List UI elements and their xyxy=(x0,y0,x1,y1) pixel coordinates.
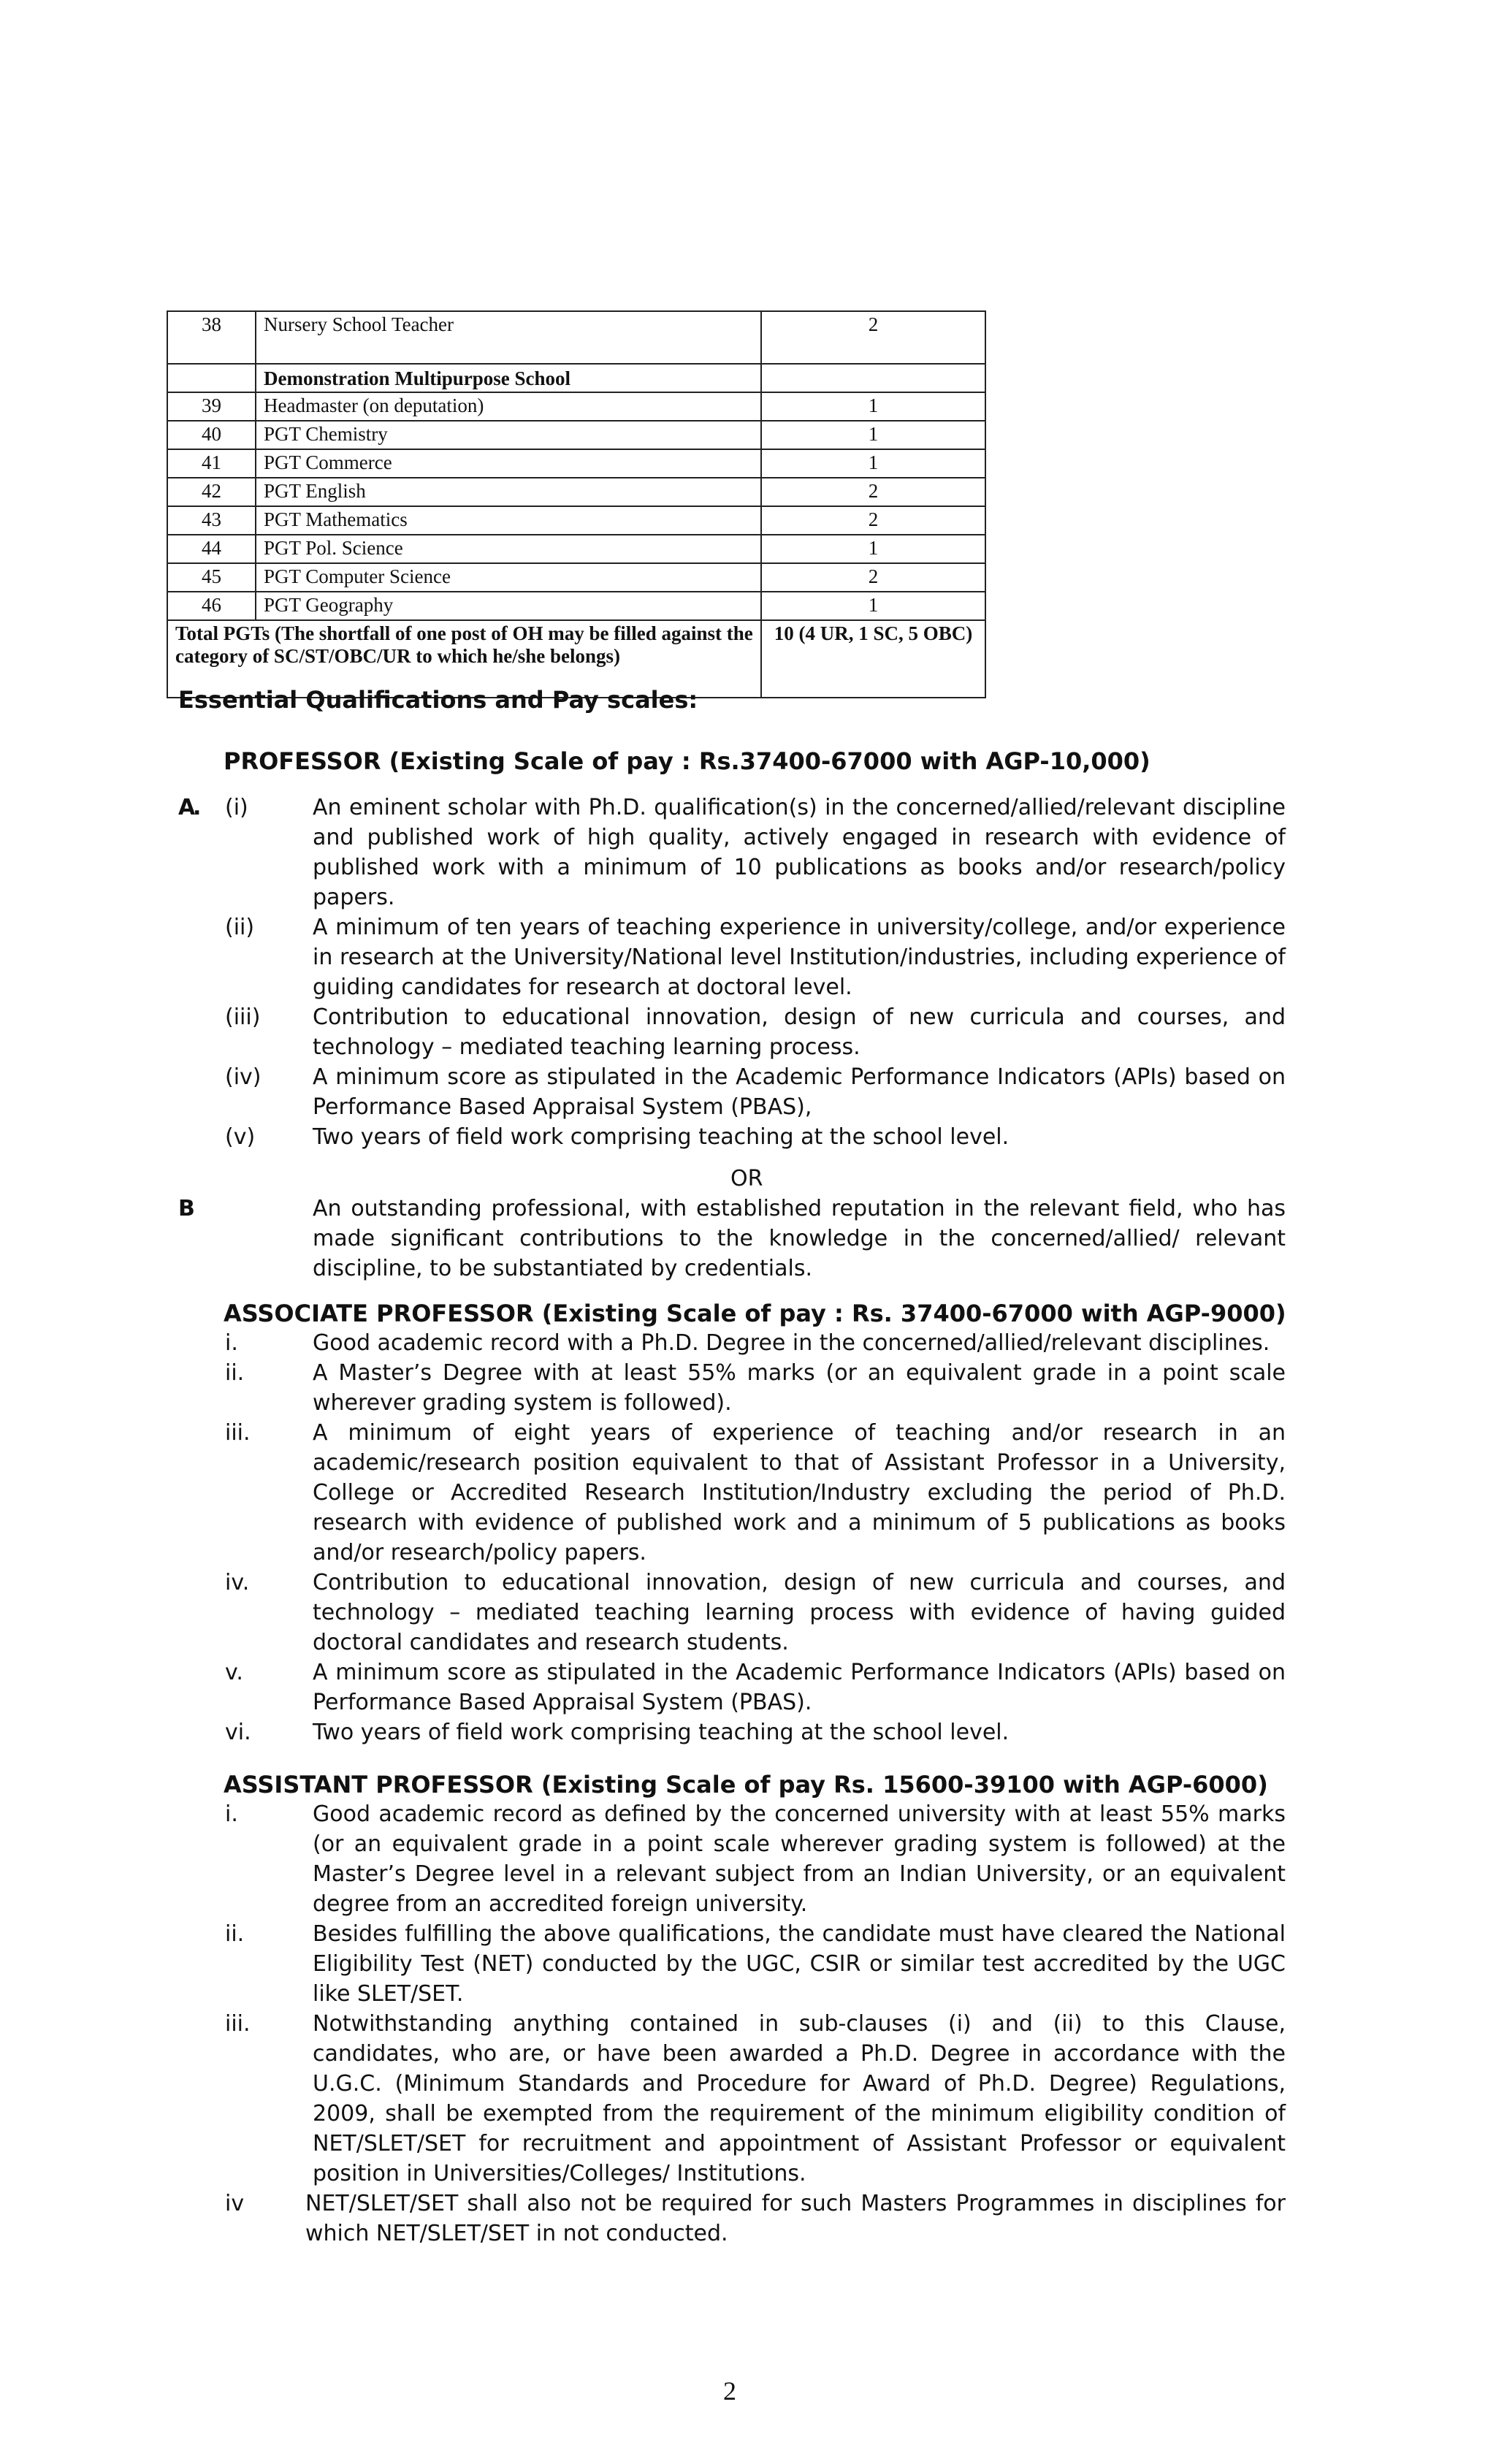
clause-a-label: A xyxy=(178,795,196,820)
item-text: A Master’s Degree with at least 55% marks (or an equivalent grade in a point scale wherever grading system is followed). xyxy=(313,1360,1286,1416)
post-count: 1 xyxy=(761,535,985,563)
section-heading-cell: Demonstration Multipurpose School xyxy=(256,364,761,392)
item-marker: vi. xyxy=(225,1720,251,1745)
post-name: PGT Mathematics xyxy=(256,506,761,535)
page-number: 2 xyxy=(723,2376,736,2406)
item-text: Two years of field work comprising teaching at the school level. xyxy=(313,1720,1010,1745)
post-name: PGT Chemistry xyxy=(256,421,761,449)
item-text: A minimum score as stipulated in the Academic Performance Indicators (APIs) based on Performance Based Appraisal System (PBAS). xyxy=(313,1660,1286,1715)
qualifications-heading: Essential Qualifications and Pay scales: xyxy=(178,686,698,714)
item-text: Contribution to educational innovation, design of new curricula and courses, and technology – mediated teaching learning process. xyxy=(313,1004,1286,1060)
item-marker: (iv) xyxy=(225,1064,262,1090)
item-marker: ii. xyxy=(225,1921,245,1947)
total-count: 10 (4 UR, 1 SC, 5 OBC) xyxy=(761,620,985,698)
table-row xyxy=(167,449,985,478)
item-text: A minimum of ten years of teaching experience in university/college, and/or experience in research at the University/National level Institution/industries, including experience of guiding candidates for research at doctoral level. xyxy=(313,915,1286,1000)
post-count: 2 xyxy=(761,478,985,506)
item-marker: iv. xyxy=(225,1570,250,1595)
item-text: A minimum of eight years of experience of teaching and/or research in an academic/research position equivalent to that of Assistant Professor in a University, College or Accredited Research Institution/Industry excluding the period of Ph.D. research with evidence of published work and a minimum of 5 publications as books and/or research/policy papers. xyxy=(313,1420,1286,1565)
item-marker: ii. xyxy=(225,1360,245,1386)
total-label: Total PGTs (The shortfall of one post of OH may be filled against the category of SC/ST/OBC/UR to which he/she belongs) xyxy=(167,620,761,698)
item-marker: (i) xyxy=(225,795,248,820)
post-count: 1 xyxy=(761,392,985,421)
table-row xyxy=(167,563,985,592)
post-name: PGT Commerce xyxy=(256,449,761,478)
table-row xyxy=(167,421,985,449)
item-marker: i. xyxy=(225,1330,238,1356)
table-row xyxy=(167,478,985,506)
post-name: Headmaster (on deputation) xyxy=(256,392,761,421)
item-text: Besides fulfilling the above qualifications, the candidate must have cleared the National Eligibility Test (NET) conducted by the UGC, CSIR or similar test accredited by the UGC like SLET/SET. xyxy=(313,1921,1286,2007)
item-marker: (iii) xyxy=(225,1004,261,1030)
or-separator: OR xyxy=(730,1166,763,1191)
item-marker: i. xyxy=(225,1801,238,1827)
post-count: 1 xyxy=(761,421,985,449)
item-marker: iii. xyxy=(225,1420,251,1446)
label-dot: . xyxy=(193,795,202,820)
item-text: An eminent scholar with Ph.D. qualification(s) in the concerned/allied/relevant discipline and published work of high quality, actively engaged in research with evidence of published work with a minimum of 10 publications as books and/or research/policy papers. xyxy=(313,795,1286,910)
post-count: 2 xyxy=(761,311,985,364)
table-row xyxy=(167,506,985,535)
item-text: A minimum score as stipulated in the Academic Performance Indicators (APIs) based on Performance Based Appraisal System (PBAS), xyxy=(313,1064,1286,1120)
posts-table xyxy=(167,310,986,698)
item-marker: (ii) xyxy=(225,915,255,940)
post-count: 2 xyxy=(761,506,985,535)
row-number: 38 xyxy=(167,311,256,364)
post-name: Nursery School Teacher xyxy=(256,311,761,364)
item-text: Contribution to educational innovation, design of new curricula and courses, and technology – mediated teaching learning process with evidence of having guided doctoral candidates and research students. xyxy=(313,1570,1286,1655)
row-number: 46 xyxy=(167,592,256,620)
post-name: PGT Geography xyxy=(256,592,761,620)
item-text: Good academic record with a Ph.D. Degree in the concerned/allied/relevant disciplines. xyxy=(313,1330,1270,1356)
item-marker: iii. xyxy=(225,2011,251,2037)
table-row xyxy=(167,592,985,620)
row-number: 44 xyxy=(167,535,256,563)
row-number: 41 xyxy=(167,449,256,478)
row-number: 43 xyxy=(167,506,256,535)
item-text: NET/SLET/SET shall also not be required for such Masters Programmes in disciplines for which NET/SLET/SET in not conducted. xyxy=(305,2191,1286,2246)
professor-heading: PROFESSOR (Existing Scale of pay : Rs.37400-67000 with AGP-10,000) xyxy=(224,747,1150,775)
post-count: 1 xyxy=(761,449,985,478)
assistant-professor-heading: ASSISTANT PROFESSOR (Existing Scale of pay Rs. 15600-39100 with AGP-6000) xyxy=(224,1771,1268,1799)
row-number: 39 xyxy=(167,392,256,421)
post-name: PGT Computer Science xyxy=(256,563,761,592)
clause-b-label: B xyxy=(178,1196,195,1221)
row-number: 40 xyxy=(167,421,256,449)
post-count xyxy=(761,364,985,392)
item-text: Two years of field work comprising teaching at the school level. xyxy=(313,1124,1010,1150)
item-text: Notwithstanding anything contained in sub-clauses (i) and (ii) to this Clause, candidates, who are, or have been awarded a Ph.D. Degree in accordance with the U.G.C. (Minimum Standards and Procedure for Award of Ph.D. Degree) Regulations, 2009, shall be exempted from the requirement of the minimum eligibility condition of NET/SLET/SET for recruitment and appointment of Assistant Professor or equivalent position in Universities/Colleges/ Institutions. xyxy=(313,2011,1286,2186)
row-number: 45 xyxy=(167,563,256,592)
post-count: 2 xyxy=(761,563,985,592)
table-row xyxy=(167,364,985,392)
table-row xyxy=(167,311,985,364)
post-count: 1 xyxy=(761,592,985,620)
row-number: 42 xyxy=(167,478,256,506)
post-name: PGT Pol. Science xyxy=(256,535,761,563)
item-marker: iv xyxy=(225,2191,245,2216)
row-number xyxy=(167,364,256,392)
post-name: PGT English xyxy=(256,478,761,506)
table-row xyxy=(167,535,985,563)
table-row xyxy=(167,392,985,421)
item-marker: (v) xyxy=(225,1124,256,1150)
item-text: An outstanding professional, with established reputation in the relevant field, who has made significant contributions to the knowledge in the concerned/allied/ relevant discipline, to be substantiated by credentials. xyxy=(313,1196,1286,1281)
item-marker: v. xyxy=(225,1660,243,1685)
item-text: Good academic record as defined by the concerned university with at least 55% marks (or an equivalent grade in a point scale wherever grading system is followed) at the Master’s Degree level in a relevant subject from an Indian University, or an equivalent degree from an accredited foreign university. xyxy=(313,1801,1286,1917)
associate-professor-heading: ASSOCIATE PROFESSOR (Existing Scale of pay : Rs. 37400-67000 with AGP-9000) xyxy=(224,1300,1286,1327)
